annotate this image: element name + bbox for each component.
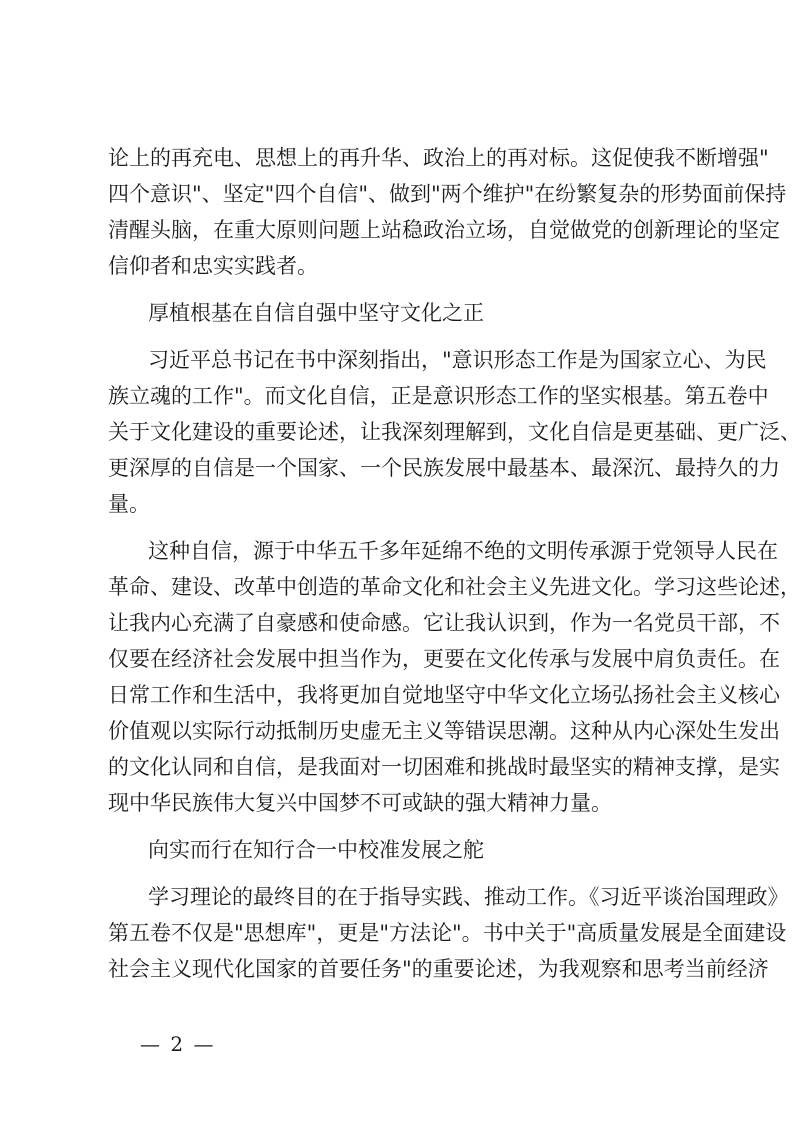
paragraph-line: 四个意识"、坚定"四个自信"、做到"两个维护"在纷繁复杂的形势面前保持 (108, 182, 787, 206)
section-heading: 厚植根基在自信自强中坚守文化之正 (148, 301, 484, 325)
paragraph-line: 族立魂的工作"。而文化自信，正是意识形态工作的坚实根基。第五卷中 (108, 384, 769, 408)
paragraph-line: 信仰者和忠实实践者。 (108, 254, 318, 278)
paragraph-line: 革命、建设、改革中创造的革命文化和社会主义先进文化。学习这些论述， (108, 575, 801, 599)
paragraph-line: 社会主义现代化国家的首要任务"的重要论述，为我观察和思考当前经济 (108, 957, 769, 981)
paragraph-line: 清醒头脑，在重大原则问题上站稳政治立场，自觉做党的创新理论的坚定 (108, 218, 780, 242)
paragraph-line: 习近平总书记在书中深刻指出，"意识形态工作是为国家立心、为民 (148, 348, 767, 372)
page-number: — 2 — (140, 1032, 216, 1056)
paragraph-line: 量。 (108, 492, 150, 516)
paragraph-line: 日常工作和生活中，我将更加自觉地坚守中华文化立场弘扬社会主义核心 (108, 683, 780, 707)
paragraph-line: 现中华民族伟大复兴中国梦不可或缺的强大精神力量。 (108, 791, 612, 815)
paragraph-line: 让我内心充满了自豪感和使命感。它让我认识到，作为一名党员干部，不 (108, 611, 780, 635)
paragraph-line: 仅要在经济社会发展中担当作为，更要在文化传承与发展中肩负责任。在 (108, 647, 780, 671)
paragraph-line: 第五卷不仅是"思想库"，更是"方法论"。书中关于"高质量发展是全面建设 (108, 921, 787, 945)
paragraph-line: 的文化认同和自信，是我面对一切困难和挑战时最坚实的精神支撑，是实 (108, 755, 780, 779)
paragraph-line: 价值观以实际行动抵制历史虚无主义等错误思潮。这种从内心深处生发出 (108, 719, 780, 743)
section-heading: 向实而行在知行合一中校准发展之舵 (148, 838, 484, 862)
document-body (108, 140, 801, 987)
paragraph-line: 论上的再充电、思想上的再升华、政治上的再对标。这促使我不断增强" (108, 146, 769, 170)
paragraph-line: 学习理论的最终目的在于指导实践、推动工作。《习近平谈治国理政》 (148, 885, 789, 909)
paragraph-line: 更深厚的自信是一个国家、一个民族发展中最基本、最深沉、最持久的力 (108, 456, 780, 480)
paragraph-line: 这种自信，源于中华五千多年延绵不绝的文明传承源于党领导人民在 (148, 539, 778, 563)
paragraph-line: 关于文化建设的重要论述，让我深刻理解到，文化自信是更基础、更广泛、 (108, 420, 801, 444)
